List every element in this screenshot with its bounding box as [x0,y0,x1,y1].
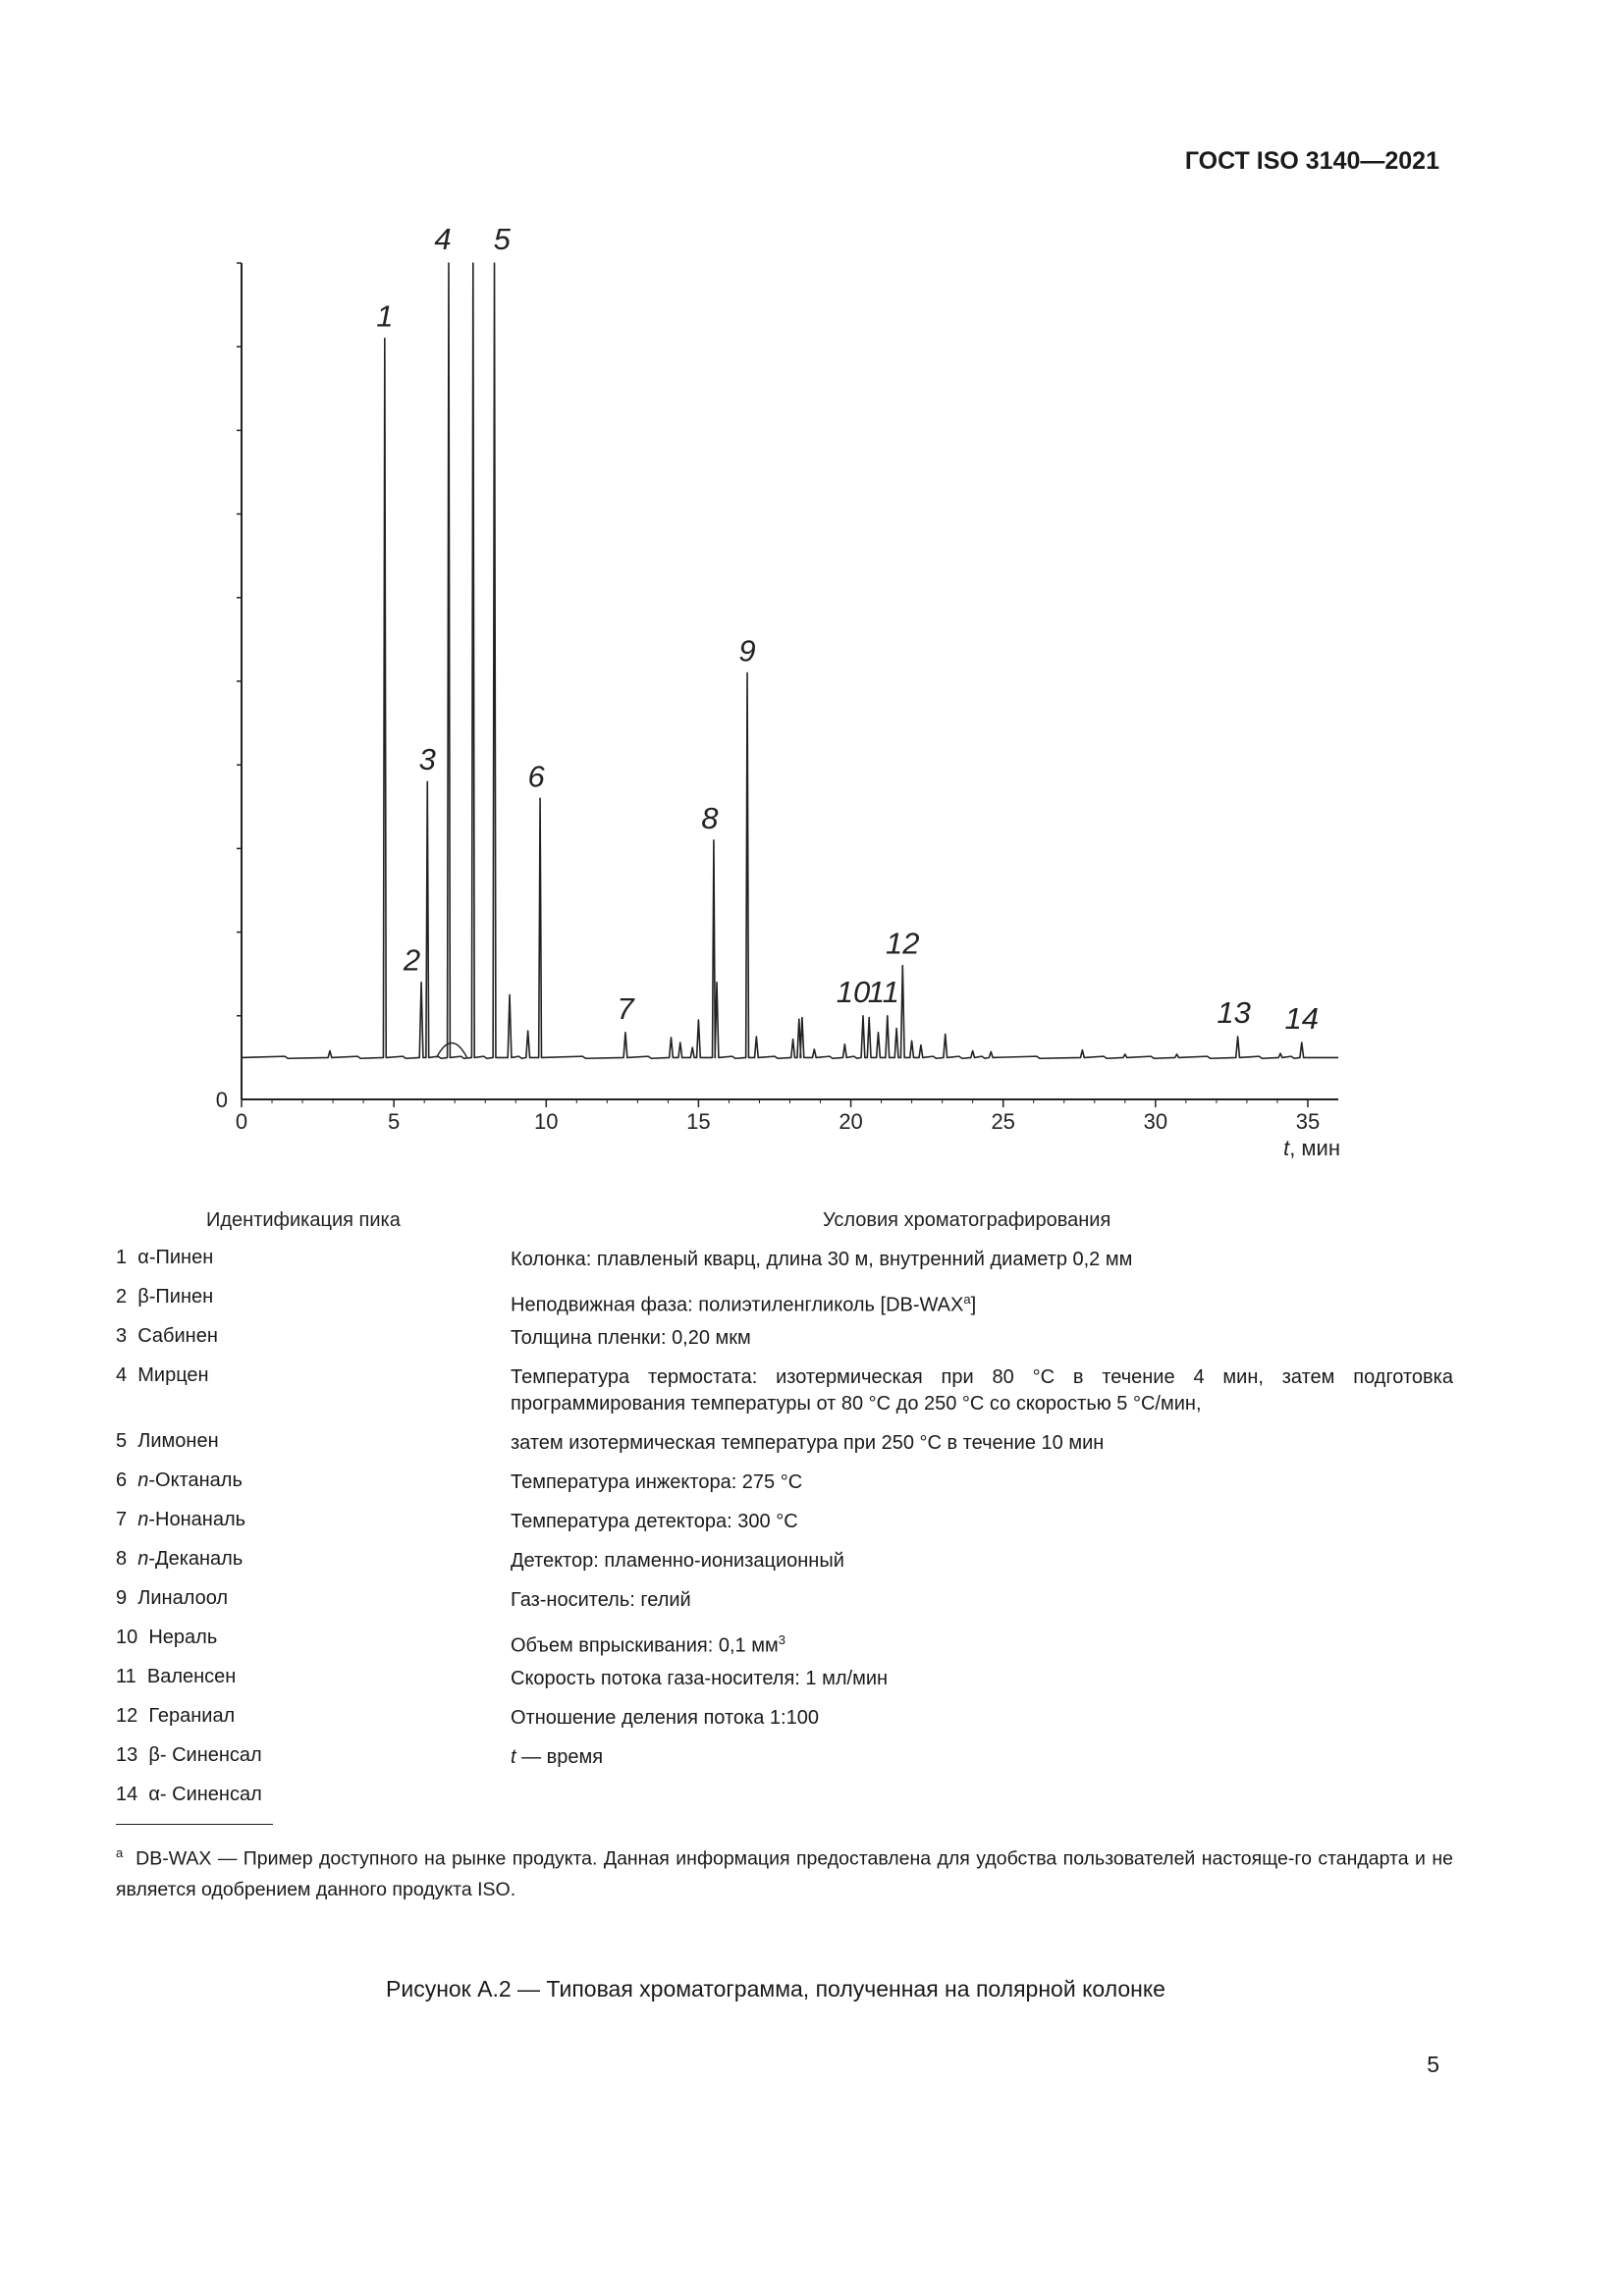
condition-injection: Объем впрыскивания: 0,1 $мм^3$ [511,1632,785,1657]
peak-id-row [116,1364,209,1387]
peak-id-number: 1 [116,1247,138,1268]
peak-id-row [116,1666,236,1688]
peak-label: 10 [836,974,871,1009]
condition-film: Толщина пленки: 0,20 мкм [511,1327,751,1349]
peak-id-name: Мирцен [137,1364,209,1386]
peak-label: 7 [617,990,634,1026]
peak-id-prefix: n [137,1469,149,1491]
peak-id-prefix: n [137,1548,149,1570]
figure-caption: Рисунок А.2 — Типовая хроматограмма, полученная на полярной колонке [386,1976,1165,2002]
peak-label: 12 [886,926,920,961]
peak-id-name: α-Пинен [137,1247,214,1268]
x-axis-label: t, мин [1283,1136,1340,1160]
peak-id-row [116,1705,235,1728]
peak-label: 3 [418,742,436,777]
peak-id-number: 10 [116,1627,149,1648]
condition-time: t — время [511,1746,604,1768]
peak-label: 8 [701,800,719,835]
condition-oven: Температура термостата: изотермическая при 80 °С в течение 4 мин, затем подготовка программирования температуры от 80 °С до 250 °С со скоростью 5 °С/мин, [511,1366,1453,1415]
peak-label: 13 [1217,995,1251,1031]
peak-label: 5 [493,222,511,256]
peak-id-name: Линалоол [137,1587,229,1609]
peak-id-row [116,1325,218,1348]
page-number: 5 [1427,2052,1439,2077]
peak-id-name: β-Пинен [137,1286,214,1308]
peak-id-number: 4 [116,1364,138,1386]
peak-id-row [116,1784,262,1806]
condition-injector: Температура инжектора: 275 °С [511,1471,803,1493]
peak-id-number: 6 [116,1469,138,1491]
condition-detector: Детектор: пламенно-ионизационный [511,1550,844,1572]
x-tick-label: 30 [1143,1109,1168,1134]
peak-id-row [116,1286,213,1308]
condition-detector-temp: Температура детектора: 300 °С [511,1511,798,1532]
peak-id-name: β- Синенсал [148,1744,262,1766]
peak-id-row [116,1509,245,1531]
peak-id-row [116,1430,219,1453]
peak-id-row [116,1548,243,1571]
x-tick-label: 0 [235,1109,248,1134]
footnote: $^a$ DB-WAX — Пример доступного на рынке продукта. Данная информация предоставлена для удобства пользователей настояще-го стандарта и не является одобрением данного продукта ISO. [116,1845,1453,1900]
x-tick-label: 25 [991,1109,1015,1134]
peak-id-prefix: n [137,1509,149,1530]
peak-id-row [116,1469,243,1492]
condition-split: Отношение деления потока 1:100 [511,1707,819,1729]
peak-label: 11 [867,974,899,1009]
peak-id-number: 12 [116,1705,149,1727]
condition-oven-cont: затем изотермическая температура при 250 °С в течение 10 мин [511,1432,1105,1454]
chromatogram-trace [242,263,1338,1058]
x-tick-label: 10 [534,1109,559,1134]
peak-id-name: Нераль [148,1627,218,1648]
peak-id-name: Гераниал [148,1705,236,1727]
peak-id-row [116,1627,217,1649]
x-tick-label: 35 [1295,1109,1321,1134]
peak-id-number: 11 [116,1666,147,1687]
peak-label: 1 [376,298,394,334]
peak-id-number: 14 [116,1784,149,1805]
x-tick-label: 20 [839,1109,863,1134]
peak-id-name: -Октаналь [148,1469,243,1491]
x-tick-label: 5 [388,1109,401,1134]
peak-id-name: Валенсен [146,1666,237,1687]
peak-id-row [116,1587,228,1610]
y-tick-label: 0 [215,1088,228,1112]
condition-flow: Скорость потока газа-носителя: 1 мл/мин [511,1668,889,1689]
peak-id-number: 7 [116,1509,138,1530]
peak-id-number: 9 [116,1587,138,1609]
peak-id-number: 2 [116,1286,138,1308]
peak-id-number: 3 [116,1325,138,1347]
peak-id-name: Сабинен [137,1325,218,1347]
peak-label: 9 [738,633,756,668]
peak-id-row [116,1744,262,1767]
peak-id-number: 5 [116,1430,138,1452]
condition-carrier: Газ-носитель: гелий [511,1589,691,1611]
peak-label: 4 [434,222,452,256]
peak-label: 14 [1284,1001,1320,1037]
peak-id-name: -Деканаль [148,1548,244,1570]
peak-id-row [116,1247,213,1269]
footnote-rule [116,1824,273,1825]
x-tick-label: 15 [686,1109,711,1134]
peak-id-name: α- Синенсал [148,1784,262,1805]
condition-column: Колонка: плавленый кварц, длина 30 м, внутренний диаметр 0,2 мм [511,1249,1133,1270]
peak-identification-header: Идентификация пика [206,1209,401,1231]
peak-id-name: -Нонаналь [148,1509,246,1530]
peak-id-name: Лимонен [137,1430,219,1452]
condition-phase: Неподвижная фаза: полиэтиленгликоль [DB-WAX$^a$] [511,1292,977,1316]
peak-label: 6 [527,759,545,794]
peak-label: 2 [403,942,421,978]
conditions-header: Условия хроматографирования [823,1209,1111,1231]
solvent-hump [437,1042,467,1057]
standard-header: ГОСТ ISO 3140—2021 [1184,147,1439,175]
peak-id-number: 13 [116,1744,149,1766]
peak-id-number: 8 [116,1548,138,1570]
